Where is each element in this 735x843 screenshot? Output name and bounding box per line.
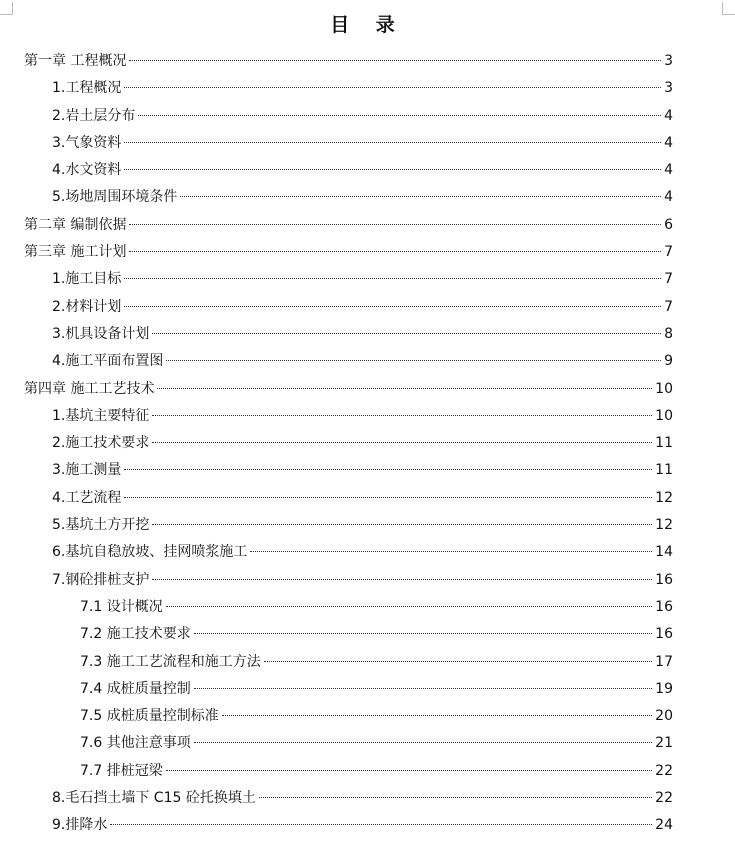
dot-leader bbox=[152, 524, 652, 525]
toc-entry-label: 9.排降水 bbox=[52, 817, 108, 834]
dot-leader bbox=[222, 715, 652, 716]
toc-entry[interactable] bbox=[0, 512, 735, 539]
toc-entry-page-number: 16 bbox=[655, 598, 673, 615]
toc-entry-page-number: 10 bbox=[655, 380, 673, 397]
toc-entry-page-number: 4 bbox=[664, 162, 673, 179]
toc-entry[interactable] bbox=[0, 676, 735, 703]
toc-entry-page-number: 11 bbox=[655, 435, 673, 452]
toc-entry[interactable] bbox=[0, 403, 735, 430]
toc-entry-label: 3.机具设备计划 bbox=[52, 325, 150, 342]
dot-leader bbox=[152, 579, 652, 580]
toc-entry-label: 第三章 施工计划 bbox=[24, 244, 127, 261]
dot-leader bbox=[152, 415, 652, 416]
dot-leader bbox=[152, 442, 652, 443]
toc-entry[interactable] bbox=[0, 348, 735, 375]
toc-entry-page-number: 10 bbox=[655, 407, 673, 424]
toc-entry-label: 7.5 成桩质量控制标准 bbox=[80, 708, 219, 725]
toc-entry[interactable] bbox=[0, 157, 735, 184]
toc-entry[interactable] bbox=[0, 457, 735, 484]
dot-leader bbox=[124, 306, 661, 307]
toc-entry-page-number: 14 bbox=[655, 544, 673, 561]
table-of-contents bbox=[0, 48, 735, 840]
toc-entry[interactable] bbox=[0, 48, 735, 75]
toc-entry[interactable] bbox=[0, 430, 735, 457]
dot-leader bbox=[124, 87, 661, 88]
dot-leader bbox=[166, 606, 652, 607]
toc-entry-page-number: 7 bbox=[664, 271, 673, 288]
toc-entry-page-number: 6 bbox=[664, 216, 673, 233]
toc-entry-page-number: 7 bbox=[664, 244, 673, 261]
toc-entry-page-number: 19 bbox=[655, 680, 673, 697]
dot-leader bbox=[194, 742, 652, 743]
dot-leader bbox=[264, 661, 652, 662]
dot-leader bbox=[194, 633, 652, 634]
dot-leader bbox=[124, 169, 661, 170]
toc-entry-label: 7.4 成桩质量控制 bbox=[80, 680, 191, 697]
dot-leader bbox=[138, 115, 661, 116]
toc-entry-label: 1.基坑主要特征 bbox=[52, 407, 150, 424]
toc-entry[interactable] bbox=[0, 184, 735, 211]
toc-entry-label: 4.工艺流程 bbox=[52, 489, 122, 506]
toc-entry-label: 5.基坑土方开挖 bbox=[52, 517, 150, 534]
toc-entry-page-number: 20 bbox=[655, 708, 673, 725]
toc-entry[interactable] bbox=[0, 785, 735, 812]
dot-leader bbox=[124, 497, 652, 498]
dot-leader bbox=[129, 224, 661, 225]
toc-entry-page-number: 3 bbox=[664, 80, 673, 97]
toc-entry[interactable] bbox=[0, 212, 735, 239]
toc-entry-label: 7.1 设计概况 bbox=[80, 598, 163, 615]
toc-entry[interactable] bbox=[0, 103, 735, 130]
toc-entry-page-number: 16 bbox=[655, 626, 673, 643]
toc-entry[interactable] bbox=[0, 539, 735, 566]
toc-entry[interactable] bbox=[0, 758, 735, 785]
toc-entry[interactable] bbox=[0, 621, 735, 648]
toc-entry-page-number: 24 bbox=[655, 817, 673, 834]
toc-entry[interactable] bbox=[0, 75, 735, 102]
dot-leader bbox=[129, 60, 661, 61]
toc-entry-page-number: 22 bbox=[655, 762, 673, 779]
toc-entry-label: 4.水文资料 bbox=[52, 162, 122, 179]
toc-entry[interactable] bbox=[0, 294, 735, 321]
page-title: 目 录 bbox=[330, 14, 405, 36]
toc-entry-page-number: 17 bbox=[655, 653, 673, 670]
toc-entry-label: 4.施工平面布置图 bbox=[52, 353, 164, 370]
toc-entry-label: 1.施工目标 bbox=[52, 271, 122, 288]
toc-entry-page-number: 3 bbox=[664, 53, 673, 69]
toc-entry[interactable] bbox=[0, 730, 735, 757]
toc-entry-page-number: 4 bbox=[664, 134, 673, 151]
toc-entry-page-number: 16 bbox=[655, 571, 673, 588]
toc-entry[interactable] bbox=[0, 239, 735, 266]
toc-entry-label: 3.气象资料 bbox=[52, 134, 122, 151]
toc-entry[interactable] bbox=[0, 567, 735, 594]
toc-entry[interactable] bbox=[0, 321, 735, 348]
toc-entry-label: 3.施工测量 bbox=[52, 462, 122, 479]
toc-entry-label: 7.钢砼排桩支护 bbox=[52, 571, 150, 588]
toc-entry-page-number: 4 bbox=[664, 189, 673, 206]
dot-leader bbox=[259, 797, 652, 798]
toc-entry-label: 2.材料计划 bbox=[52, 298, 122, 315]
toc-entry-page-number: 9 bbox=[664, 353, 673, 370]
toc-entry-page-number: 22 bbox=[655, 790, 673, 807]
toc-entry-label: 第一章 工程概况 bbox=[24, 53, 127, 69]
dot-leader bbox=[194, 688, 652, 689]
toc-entry-page-number: 12 bbox=[655, 489, 673, 506]
dot-leader bbox=[250, 551, 652, 552]
dot-leader bbox=[152, 333, 661, 334]
toc-entry-label: 7.7 排桩冠梁 bbox=[80, 762, 163, 779]
toc-entry[interactable] bbox=[0, 703, 735, 730]
toc-entry-label: 7.2 施工技术要求 bbox=[80, 626, 191, 643]
dot-leader bbox=[124, 469, 652, 470]
toc-entry-page-number: 4 bbox=[664, 107, 673, 124]
dot-leader bbox=[110, 824, 652, 825]
toc-entry[interactable] bbox=[0, 376, 735, 403]
toc-entry[interactable] bbox=[0, 649, 735, 676]
dot-leader bbox=[124, 142, 661, 143]
toc-entry-label: 第二章 编制依据 bbox=[24, 216, 127, 233]
dot-leader bbox=[180, 196, 661, 197]
toc-entry-page-number: 11 bbox=[655, 462, 673, 479]
toc-entry-label: 7.6 其他注意事项 bbox=[80, 735, 191, 752]
toc-entry-label: 8.毛石挡土墙下 C15 砼托换填土 bbox=[52, 790, 256, 807]
toc-entry-label: 5.场地周围环境条件 bbox=[52, 189, 178, 206]
toc-entry[interactable] bbox=[0, 130, 735, 157]
toc-entry-page-number: 8 bbox=[664, 325, 673, 342]
dot-leader bbox=[124, 278, 661, 279]
toc-entry[interactable] bbox=[0, 594, 735, 621]
toc-entry[interactable] bbox=[0, 812, 735, 839]
toc-entry[interactable] bbox=[0, 266, 735, 293]
toc-entry-label: 6.基坑自稳放坡、挂网喷浆施工 bbox=[52, 544, 248, 561]
toc-entry-label: 7.3 施工工艺流程和施工方法 bbox=[80, 653, 261, 670]
toc-entry-label: 2.岩土层分布 bbox=[52, 107, 136, 124]
toc-entry-page-number: 12 bbox=[655, 517, 673, 534]
toc-entry-label: 2.施工技术要求 bbox=[52, 435, 150, 452]
dot-leader bbox=[157, 388, 652, 389]
toc-entry[interactable] bbox=[0, 485, 735, 512]
toc-entry-label: 1.工程概况 bbox=[52, 80, 122, 97]
toc-entry-label: 第四章 施工工艺技术 bbox=[24, 380, 155, 397]
toc-entry-page-number: 7 bbox=[664, 298, 673, 315]
dot-leader bbox=[129, 251, 661, 252]
dot-leader bbox=[166, 770, 652, 771]
dot-leader bbox=[166, 360, 661, 361]
toc-entry-page-number: 21 bbox=[655, 735, 673, 752]
